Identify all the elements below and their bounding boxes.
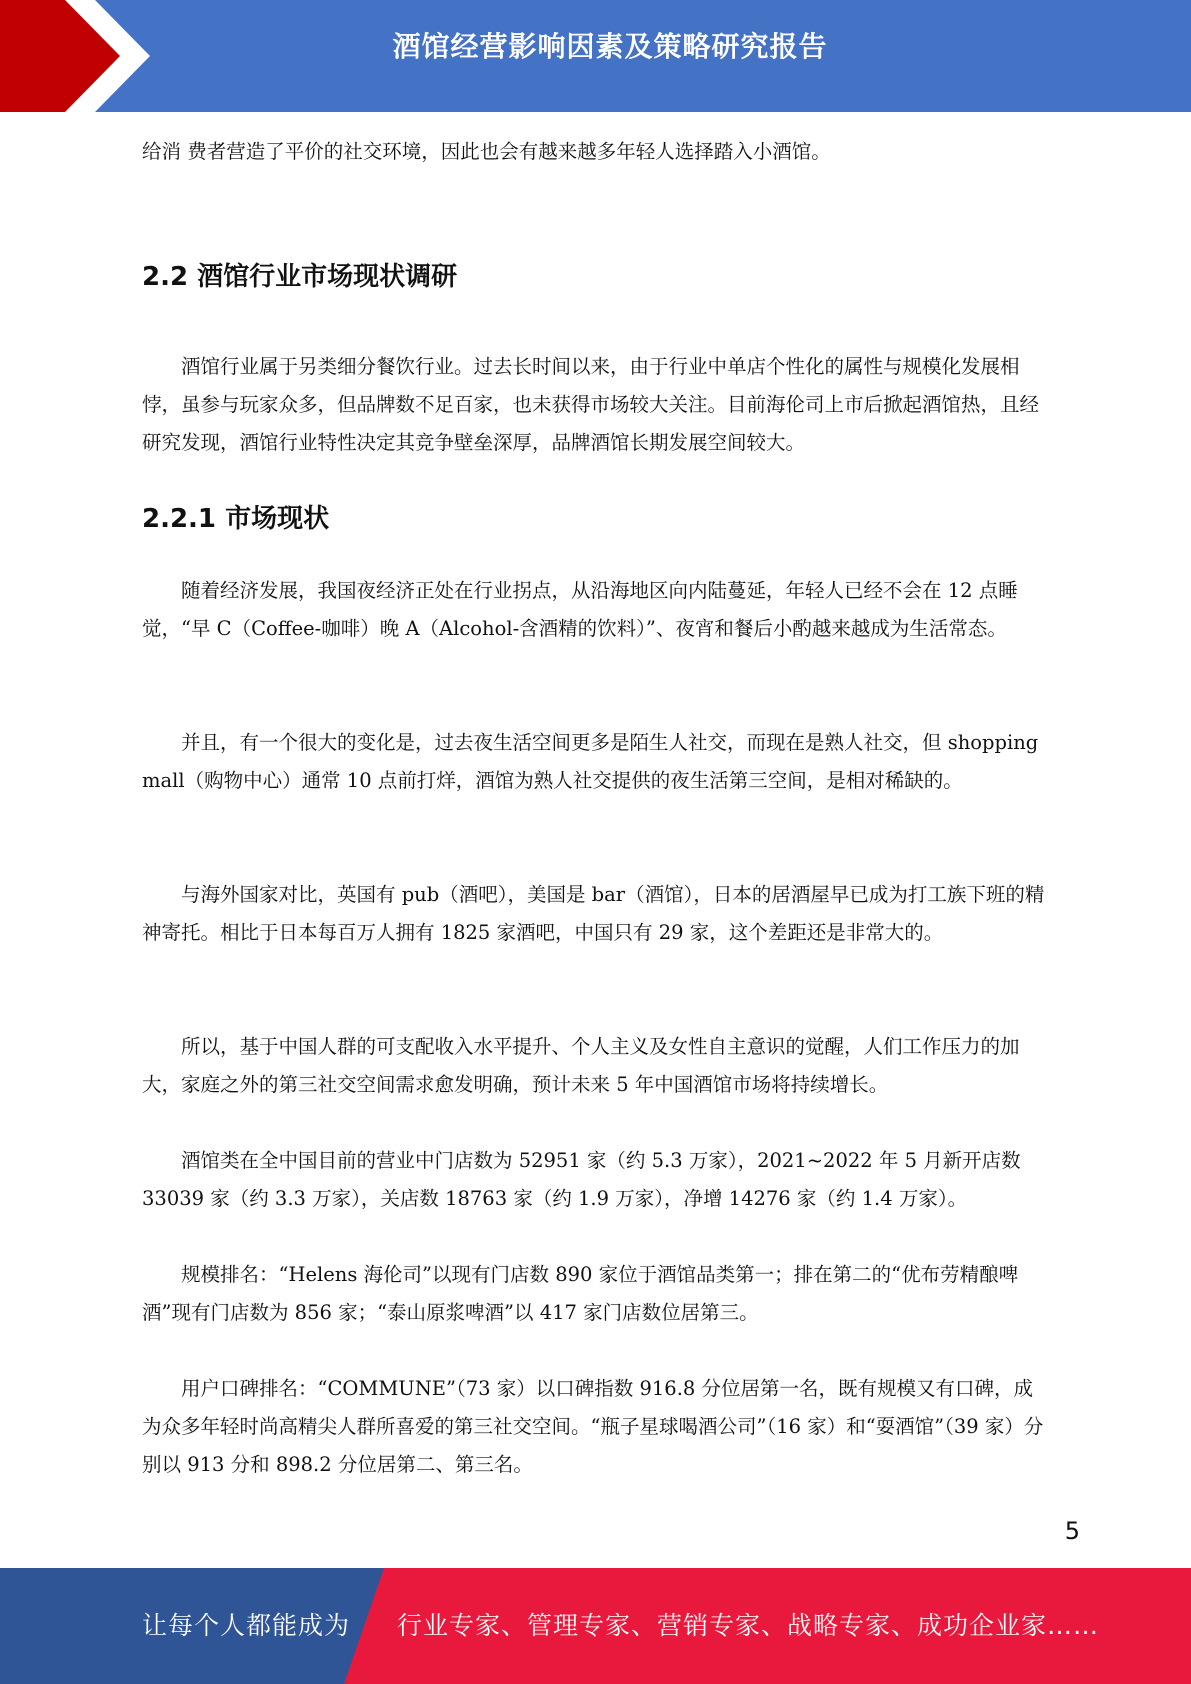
footer-bar [0, 1568, 1191, 1684]
section-heading-2-2-1: 2.2.1 市场现状 [142, 504, 330, 534]
body-paragraph: 酒馆类在全中国目前的营业中门店数为 52951 家（约 5.3 万家），2021~2022 年 5 月新开店数 33039 家（约 3.3 万家），关店数 18763 家（约 1.9 万家），净增 14276 家（约 1.4 万家）。 [142, 1149, 1021, 1210]
body-paragraph: 规模排名：“Helens 海伦司”以现有门店数 890 家位于酒馆品类第一；排在第二的“优布劳精酿啤酒”现有门店数为 856 家；“泰山原浆啤酒”以 417 家门店数位居第三。 [142, 1263, 1019, 1324]
intro-paragraph: 给消 费者营造了平价的社交环境，因此也会有越来越多年轻人选择踏入小酒馆。 [142, 140, 831, 163]
body-paragraph: 随着经济发展，我国夜经济正处在行业拐点，从沿海地区向内陆蔓延，年轻人已经不会在 12 点睡觉，“早 C（Coffee-咖啡）晚 A（Alcohol-含酒精的饮料）”、夜宵和餐后小酌越来越成为生活常态。 [142, 579, 1018, 640]
body-paragraph: 并且，有一个很大的变化是，过去夜生活空间更多是陌生人社交，而现在是熟人社交，但 shopping mall（购物中心）通常 10 点前打烊，酒馆为熟人社交提供的夜生活第三空间，是相对稀缺的。 [142, 731, 1039, 792]
page-number: 5 [1064, 1517, 1080, 1545]
body-paragraph: 用户口碑排名：“COMMUNE”（73 家）以口碑指数 916.8 分位居第一名，既有规模又有口碑，成为众多年轻时尚高精尖人群所喜爱的第三社交空间。“瓶子星球喝酒公司”（16 家）和“耍酒馆”（39 家）分别以 913 分和 898.2 分位居第二、第三名。 [142, 1377, 1044, 1476]
footer-slogan-right: 行业专家、管理专家、营销专家、战略专家、成功企业家…… [397, 1611, 1100, 1640]
section-2-2-paragraph: 酒馆行业属于另类细分餐饮行业。过去长时间以来，由于行业中单店个性化的属性与规模化发展相悖，虽参与玩家众多，但品牌数不足百家，也未获得市场较大关注。目前海伦司上市后掀起酒馆热，且经研究发现，酒馆行业特性决定其竞争壁垒深厚，品牌酒馆长期发展空间较大。 [142, 355, 1040, 454]
body-paragraph: 所以，基于中国人群的可支配收入水平提升、个人主义及女性自主意识的觉醒，人们工作压力的加大，家庭之外的第三社交空间需求愈发明确，预计未来 5 年中国酒馆市场将持续增长。 [142, 1035, 1020, 1096]
section-heading-2-2: 2.2 酒馆行业市场现状调研 [142, 262, 458, 292]
document-title: 酒馆经营影响因素及策略研究报告 [392, 30, 828, 63]
body-paragraph: 与海外国家对比，英国有 pub（酒吧），美国是 bar（酒馆），日本的居酒屋早已成为打工族下班的精神寄托。相比于日本每百万人拥有 1825 家酒吧，中国只有 29 家，这个差距还是非常大的。 [142, 883, 1045, 944]
footer-slogan-left: 让每个人都能成为 [142, 1611, 351, 1640]
header-bar [0, 0, 1191, 112]
header-arrow-decoration [0, 0, 160, 112]
